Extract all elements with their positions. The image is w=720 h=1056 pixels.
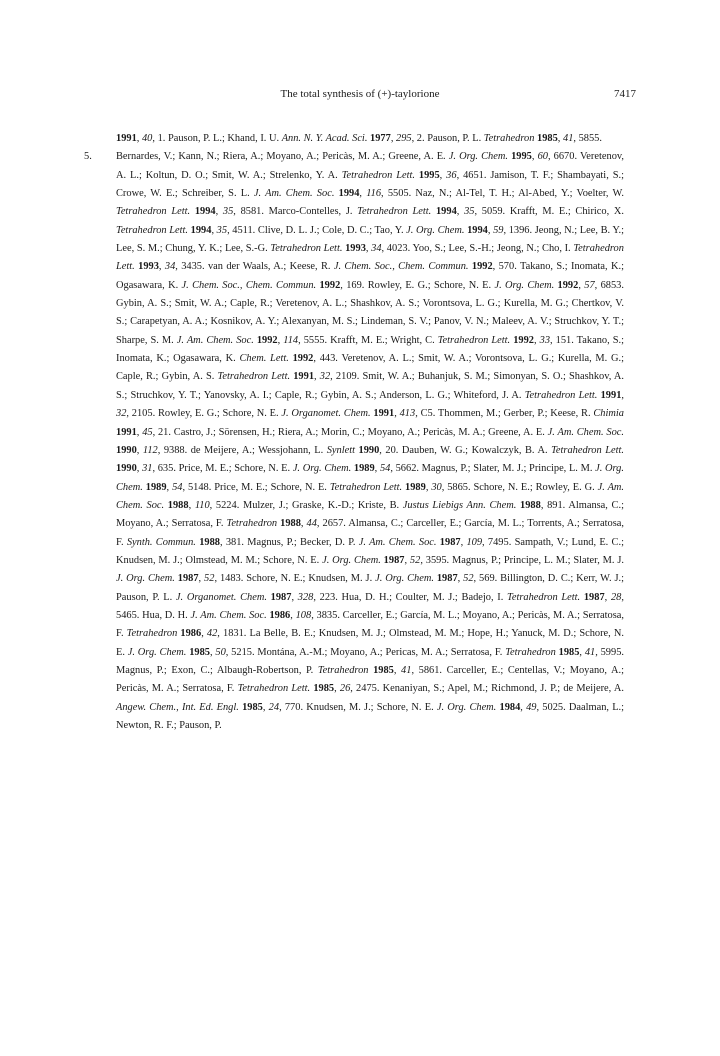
- citation-year: 1990: [116, 444, 137, 456]
- citation-italic: J. Am. Chem. Soc.: [358, 536, 437, 548]
- citation-text: , 2109. Smit, W. A.; Buhanjuk, S. M.; Simonyan, S. O.; Shashkov, A. S.; Struchkov, Y. T.; Yanovsky, A. I.; Caple, R.; Gybin, A. S.; Anderson, L. G.; Whiteford, J. A.: [116, 371, 625, 401]
- citation-year: 1994: [190, 224, 212, 236]
- citation-text: , 7495. Sampath, V.; Lund, E. C.; Knudsen, M. J.; Olmstead, M. M.; Schore, N. E.: [116, 536, 624, 566]
- page-number: 7417: [614, 88, 636, 100]
- citation-italic: J. Organomet. Chem.: [175, 591, 267, 603]
- citation-italic: Tetrahedron Lett.: [116, 224, 189, 236]
- citation-text: , 443. Veretenov, A. L.; Smit, W. A.; Vorontsova, L. G.; Kurella, M. G.; Caple, R.; Gybin, A. S.: [116, 353, 624, 383]
- citation-italic: J. Org. Chem.: [448, 151, 508, 163]
- citation-year: 1989: [145, 481, 167, 493]
- citation-italic: Tetrahedron: [483, 133, 535, 144]
- citation-text: ,: [201, 628, 207, 640]
- citation-text: , 5855.: [573, 133, 602, 144]
- citation-text: ,: [215, 206, 223, 218]
- citation-year: 1987: [583, 591, 605, 603]
- citation-italic: 35: [222, 206, 234, 218]
- citation-italic: Tetrahedron Lett.: [357, 206, 432, 218]
- citation-italic: 44: [306, 518, 317, 530]
- citation-text: ,: [334, 683, 340, 695]
- citation-text: , 5059. Krafft, M. E.; Chirico, X.: [474, 206, 625, 218]
- citation-italic: Tetrahedron Lett.: [217, 371, 291, 383]
- citation-italic: Tetrahedron Lett.: [341, 169, 415, 181]
- citation-text: ,: [460, 536, 467, 548]
- citation-text: ,: [604, 591, 611, 603]
- citation-text: , 8581. Marco-Contelles, J.: [233, 206, 358, 218]
- citation-italic: 45: [142, 426, 153, 438]
- citation-year: 1988: [167, 499, 189, 511]
- citation-year: 1986: [269, 609, 291, 621]
- citation-italic: 24: [268, 701, 280, 713]
- citation-year: 1990: [116, 463, 137, 475]
- citation-text: ,: [457, 573, 464, 585]
- citation-italic: 41: [401, 664, 412, 676]
- citation-text: ,: [425, 481, 432, 493]
- citation-italic: Tetrahedron Lett.: [437, 334, 511, 346]
- citation-text: , 5224. Mulzer, J.; Graske, K.-D.; Kriste, B.: [209, 499, 403, 511]
- citation-italic: Angew. Chem., Int. Ed. Engl.: [116, 701, 239, 713]
- citation-year: 1988: [520, 499, 541, 511]
- citation-year: 1986: [180, 628, 202, 640]
- citation-italic: Tetrahedron Lett.: [270, 243, 343, 255]
- citation-italic: 54: [172, 481, 183, 493]
- reference-5: [84, 148, 625, 735]
- citation-text: , 2657. Almansa, C.; Carceller, E.; García, M. L.; Torrents, A.; Serratosa, F.: [116, 518, 624, 548]
- citation-italic: Tetrahedron: [505, 646, 556, 658]
- citation-year: 1989: [405, 481, 426, 493]
- citation-year: 1988: [280, 518, 301, 530]
- citation-text: ,: [300, 518, 307, 530]
- citation-italic: Synlett: [326, 444, 355, 456]
- citation-italic: J. Org. Chem.: [292, 463, 352, 475]
- citation-italic: Tetrahedron Lett.: [507, 591, 581, 603]
- citation-text: ,: [404, 554, 410, 566]
- citation-text: , 570. Takano, S.; Inomata, K.; Ogasawara, K.: [116, 261, 624, 291]
- citation-text: ,: [136, 133, 142, 144]
- citation-text: , 2105. Rowley, E. G.; Schore, N. E.: [126, 408, 282, 420]
- citation-italic: 57: [584, 279, 595, 291]
- citation-text: ,: [158, 261, 165, 273]
- citation-text: ,: [188, 499, 195, 511]
- citation-italic: Tetrahedron Lett.: [551, 444, 624, 456]
- citation-year: 1992: [319, 279, 341, 291]
- citation-italic: J. Org. Chem.: [322, 554, 381, 566]
- citation-text: ,: [520, 701, 527, 713]
- citation-italic: Tetrahedron Lett.: [116, 206, 191, 218]
- citation-text: , 1. Pauson, P. L.; Khand, I. U.: [152, 133, 282, 144]
- citation-italic: 295: [396, 133, 412, 144]
- citation-year: 1993: [345, 243, 366, 255]
- citation-italic: 30: [431, 481, 442, 493]
- citation-text: ,: [439, 169, 447, 181]
- citation-italic: Chimia: [593, 408, 624, 420]
- citation-italic: Justus Liebigs Ann. Chem.: [402, 499, 517, 511]
- citation-year: 1991: [116, 426, 137, 438]
- citation-italic: Tetrahedron Lett.: [237, 683, 311, 695]
- citation-text: ,: [621, 389, 624, 401]
- citation-text: ,: [291, 591, 298, 603]
- citation-text: , 9388. de Meijere, A.; Wessjohann, L.: [157, 444, 327, 456]
- citation-year: 1988: [199, 536, 220, 548]
- citation-year: 1985: [537, 133, 558, 144]
- citation-text: , 151. Takano, S.; Inomata, K.; Ogasawara, K.: [116, 334, 625, 365]
- citation-text: , C5. Thommen, M.; Gerber, P.; Keese, R.: [415, 408, 594, 420]
- citation-italic: Chem. Lett.: [239, 353, 289, 365]
- citation-year: 1991: [373, 408, 395, 420]
- citation-italic: 31: [142, 463, 153, 475]
- reference-text: [116, 151, 624, 731]
- reference-number: 5.: [84, 151, 92, 163]
- citation-italic: J. Org. Chem.: [494, 279, 555, 291]
- citation-italic: Tetrahedron: [226, 518, 278, 530]
- citation-text: , 5555. Krafft, M. E.; Wright, C.: [298, 334, 438, 346]
- citation-text: , 20. Dauben, W. G.; Kowalczyk, B. A.: [379, 444, 552, 456]
- citation-italic: J. Org. Chem.: [116, 573, 175, 585]
- citation-text: , 3435. van der Waals, A.; Keese, R.: [175, 261, 334, 273]
- citation-text: , 5505. Naz, N.; Al-Tel, T. H.; Al-Abed, Y.; Voelter, W.: [381, 188, 624, 200]
- citation-text: ,: [314, 371, 320, 383]
- citation-text: ,: [290, 609, 296, 621]
- citation-year: 1985: [313, 683, 335, 695]
- citation-italic: 36: [446, 169, 457, 181]
- citation-text: Bernardes, V.; Kann, N.; Riera, A.; Moyano, A.; Pericàs, M. A.; Greene, A. E.: [116, 151, 449, 163]
- citation-italic: J. Chem. Soc., Chem. Commun.: [181, 279, 317, 291]
- citation-year: 1985: [189, 646, 210, 658]
- citation-text: ,: [365, 243, 372, 255]
- citation-text: , 5861. Carceller, E.; Centellas, V.; Moyano, A.; Pericàs, M. A.; Serratosa, F.: [116, 664, 624, 695]
- reference-continued: [116, 130, 624, 148]
- citation-italic: 52: [409, 554, 421, 566]
- citation-italic: J. Am. Chem. Soc.: [176, 334, 254, 346]
- citation-year: 1994: [194, 206, 216, 218]
- citation-year: 1995: [511, 151, 532, 163]
- citation-text: ,: [277, 334, 284, 346]
- citation-italic: Tetrahedron: [317, 664, 369, 676]
- citation-italic: 112: [142, 444, 158, 456]
- reference-list: [84, 130, 625, 735]
- citation-italic: 49: [526, 701, 537, 713]
- citation-text: ,: [198, 573, 205, 585]
- citation-italic: Tetrahedron: [126, 628, 178, 640]
- citation-text: , 2475. Kenaniyan, S.; Apel, M.; Richmond, J. P.; de Meijere, A.: [350, 683, 624, 695]
- citation-italic: 116: [366, 188, 382, 200]
- citation-italic: J. Am. Chem. Soc.: [190, 609, 267, 621]
- citation-text: ,: [557, 133, 563, 144]
- citation-year: 1992: [513, 334, 534, 346]
- citation-text: , 4023. Yoo, S.; Lee, S.-H.; Jeong, N.; Cho, I.: [381, 243, 574, 255]
- citation-italic: 52: [463, 573, 474, 585]
- citation-italic: Tetrahedron Lett.: [524, 389, 598, 401]
- citation-year: 1985: [373, 664, 394, 676]
- citation-text: , 5025. Daalman, L.; Newton, R. F.; Pauson, P.: [116, 701, 625, 731]
- citation-year: 1994: [338, 188, 360, 200]
- citation-text: ,: [374, 463, 380, 475]
- citation-italic: Ann. N. Y. Acad. Sci.: [281, 133, 368, 144]
- citation-italic: 60: [537, 151, 548, 163]
- citation-italic: J. Org. Chem.: [436, 701, 497, 713]
- citation-text: ,: [533, 334, 540, 346]
- citation-text: , 4651. Jamison, T. F.; Shambayati, S.; Crowe, W. E.; Schreiber, S. L.: [116, 169, 624, 200]
- citation-text: ,: [456, 206, 465, 218]
- citation-year: 1985: [242, 701, 263, 713]
- citation-text: ,: [579, 646, 585, 658]
- citation-year: 1987: [270, 591, 292, 603]
- citation-year: 1994: [467, 224, 488, 236]
- citation-italic: 52: [204, 573, 215, 585]
- citation-year: 1989: [353, 463, 375, 475]
- citation-italic: 50: [215, 646, 226, 658]
- citation-italic: 59: [493, 224, 504, 236]
- citation-year: 1994: [435, 206, 457, 218]
- citation-text: ,: [211, 224, 217, 236]
- citation-text: ,: [487, 224, 494, 236]
- citation-italic: Tetrahedron Lett.: [329, 481, 403, 493]
- citation-italic: 35: [464, 206, 475, 218]
- citation-year: 1992: [292, 353, 314, 365]
- citation-italic: 34: [164, 261, 176, 273]
- citation-italic: 109: [466, 536, 483, 548]
- citation-text: , 381. Magnus, P.; Becker, D. P.: [219, 536, 359, 548]
- citation-text: ,: [359, 188, 367, 200]
- citation-text: ,: [531, 151, 538, 163]
- citation-text: , 5662. Magnus, P.; Slater, M. J.; Principe, L. M.: [390, 463, 596, 475]
- citation-italic: 35: [216, 224, 228, 236]
- citation-text: , 5865. Schore, N. E.; Rowley, E. G.: [441, 481, 598, 493]
- citation-italic: 54: [379, 463, 391, 475]
- citation-italic: 40: [141, 133, 153, 144]
- citation-text: ,: [578, 279, 585, 291]
- citation-year: 1985: [558, 646, 580, 658]
- citation-text: , 3835. Carceller, E.; García, M. L.; Moyano, A.; Pericàs, M. A.; Serratosa, F.: [116, 609, 624, 640]
- citation-text: , 569. Billington, D. C.; Kerr, W. J.; Pauson, P. L.: [116, 573, 624, 603]
- citation-italic: 28: [610, 591, 622, 603]
- citation-year: 1977: [370, 133, 391, 144]
- citation-text: , 5995. Magnus, P.; Exon, C.; Albaugh-Robertson, P.: [116, 646, 624, 676]
- citation-text: ,: [394, 408, 400, 420]
- citation-text: , 169. Rowley, E. G.; Schore, N. E.: [340, 279, 495, 291]
- citation-year: 1991: [116, 133, 137, 144]
- citation-text: , 770. Knudsen, M. J.; Schore, N. E.: [279, 701, 437, 713]
- citation-text: ,: [262, 701, 269, 713]
- citation-italic: J. Am. Chem. Soc.: [116, 481, 625, 511]
- citation-year: 1992: [471, 261, 493, 273]
- citation-year: 1992: [256, 334, 278, 346]
- citation-year: 1995: [418, 169, 440, 181]
- citation-year: 1987: [436, 573, 458, 585]
- citation-italic: 328: [297, 591, 314, 603]
- citation-italic: J. Org. Chem.: [127, 646, 187, 658]
- citation-year: 1987: [439, 536, 461, 548]
- citation-year: 1993: [138, 261, 159, 273]
- citation-text: , 2. Pauson, P. L.: [411, 133, 484, 144]
- citation-italic: J. Am. Chem. Soc.: [547, 426, 624, 438]
- citation-italic: 413: [399, 408, 416, 420]
- citation-text: , 6853. Gybin, A. S.; Smit, W. A.; Caple, R.; Veretenov, A. L.; Shashkov, A. S.; Vorontsova, L. G.; Kurella, M. G.; Chertkov, V. S.; Carapetyan, A. A.; Kosnikov, A. Y.; Alexanyan, M. S.; Lindeman, S. V.; Panov, V. N.; Maleev, A. V.; Struchkov, Y. T.; Sharpe, S. M.: [116, 279, 624, 346]
- citation-year: 1987: [177, 573, 199, 585]
- citation-text: , 5465. Hua, D. H.: [116, 591, 624, 621]
- citation-text: , 5148. Price, M. E.; Schore, N. E.: [182, 481, 330, 493]
- citation-text: , 1483. Schore, N. E.; Knudsen, M. J.: [214, 573, 376, 585]
- citation-italic: 32: [116, 408, 127, 420]
- citation-text: , 21. Castro, J.; Sörensen, H.; Riera, A.; Morin, C.; Moyano, A.; Pericàs, M. A.; Greene, A. E.: [152, 426, 548, 438]
- citation-text: ,: [209, 646, 216, 658]
- citation-text: ,: [390, 133, 397, 144]
- citation-text: ,: [136, 426, 143, 438]
- citation-text: , 635. Price, M. E.; Schore, N. E.: [152, 463, 293, 475]
- reference-text: [116, 133, 602, 144]
- citation-italic: J. Org. Chem.: [375, 573, 434, 585]
- citation-text: , 4511. Clive, D. L. J.; Cole, D. C.; Tao, Y.: [227, 224, 407, 236]
- citation-text: , 891. Almansa, C.; Moyano, A.; Serratosa, F.: [116, 499, 624, 530]
- citation-text: , 3595. Magnus, P.; Principe, L. M.; Slater, M. J.: [420, 554, 624, 566]
- citation-italic: 33: [539, 334, 551, 346]
- citation-text: ,: [166, 481, 173, 493]
- citation-text: , 6670. Veretenov, A. L.; Koltun, D. O.; Smit, W. A.; Strelenko, Y. A.: [116, 151, 625, 181]
- citation-italic: J. Org. Chem.: [116, 463, 624, 493]
- citation-italic: J. Organomet. Chem.: [281, 408, 371, 420]
- citation-italic: Tetrahedron Lett.: [116, 243, 624, 273]
- citation-italic: J. Am. Chem. Soc.: [253, 188, 335, 200]
- citation-year: 1991: [600, 389, 622, 401]
- citation-text: , 1831. La Belle, B. E.; Knudsen, M. J.; Olmstead, M. M.; Hope, H.; Yanuck, M. D.; Schore, N. E.: [116, 628, 624, 658]
- citation-year: 1990: [358, 444, 380, 456]
- citation-italic: J. Chem. Soc., Chem. Commun.: [333, 261, 469, 273]
- citation-italic: 42: [206, 628, 218, 640]
- citation-italic: 34: [371, 243, 382, 255]
- citation-text: , 5215. Montána, A.-M.; Moyano, A.; Pericas, M. A.; Serratosa, F.: [225, 646, 506, 658]
- citation-italic: 114: [283, 334, 299, 346]
- citation-italic: 41: [584, 646, 596, 658]
- citation-text: , 223. Hua, D. H.; Coulter, M. J.; Badejo, I.: [313, 591, 508, 603]
- citation-italic: Synth. Commun.: [126, 536, 196, 548]
- citation-italic: J. Org. Chem.: [406, 224, 465, 236]
- citation-text: ,: [393, 664, 402, 676]
- running-header-title: The total synthesis of (+)-taylorione: [280, 88, 440, 100]
- citation-italic: 108: [295, 609, 312, 621]
- citation-year: 1984: [499, 701, 521, 713]
- citation-text: ,: [136, 444, 143, 456]
- citation-year: 1987: [383, 554, 405, 566]
- citation-italic: 41: [563, 133, 574, 144]
- citation-italic: 110: [194, 499, 210, 511]
- citation-italic: 26: [339, 683, 351, 695]
- citation-year: 1992: [557, 279, 579, 291]
- citation-italic: 32: [319, 371, 331, 383]
- citation-text: , 1396. Jeong, N.; Lee, B. Y.; Lee, S. M.; Chung, Y. K.; Lee, S.-G.: [116, 224, 625, 255]
- citation-text: ,: [136, 463, 143, 475]
- citation-year: 1991: [293, 371, 315, 383]
